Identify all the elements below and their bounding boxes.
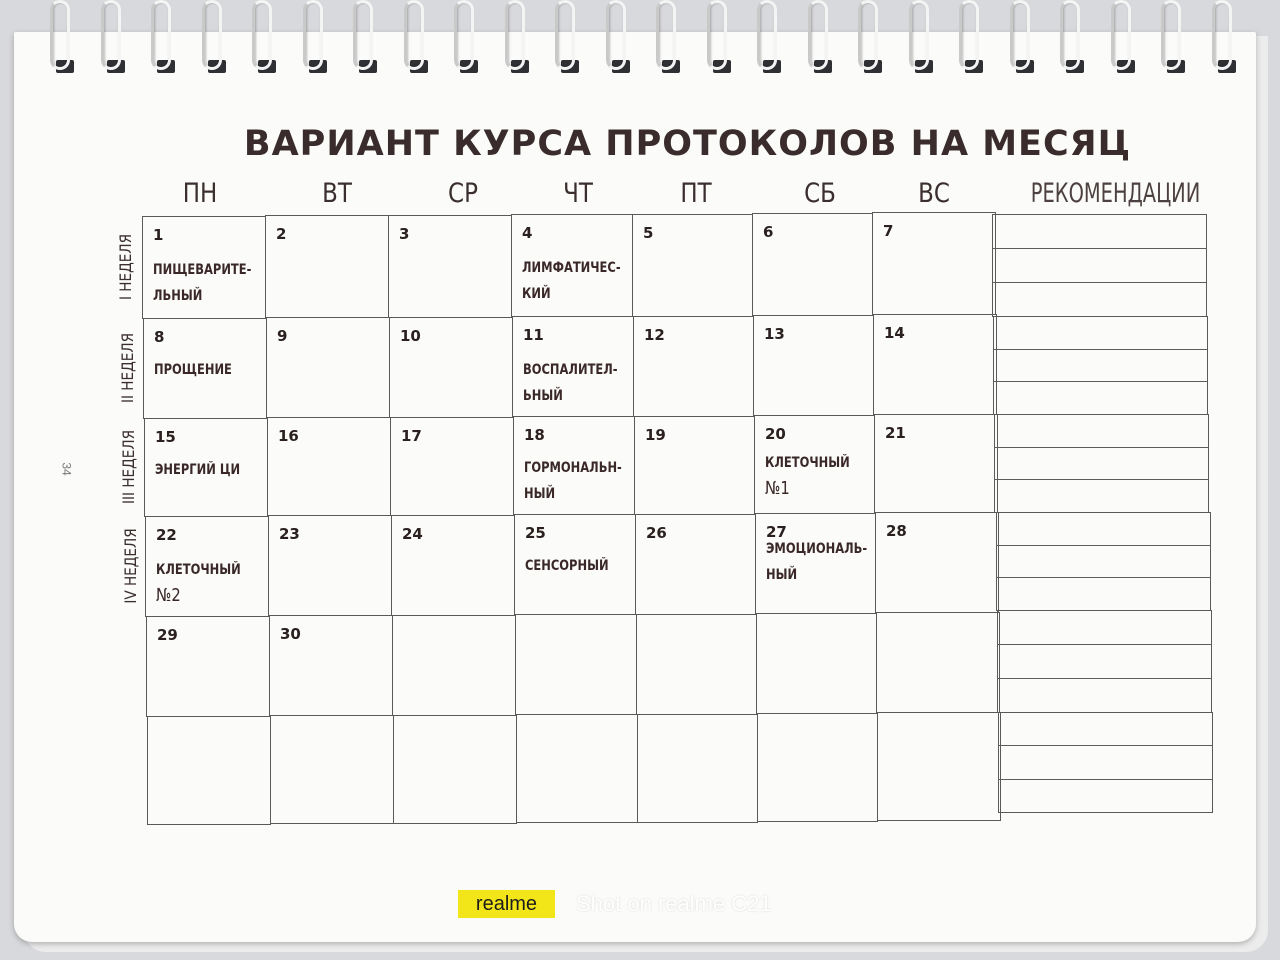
calendar-day-cell[interactable] [511, 214, 633, 317]
calendar-day-cell[interactable] [874, 414, 998, 513]
protocol-number: №2 [156, 585, 181, 606]
recommendation-line [993, 349, 1208, 350]
recommendation-line [997, 644, 1212, 645]
protocol-name: ГОРМОНАЛЬН- НЫЙ [524, 460, 622, 503]
calendar-day-cell[interactable] [636, 614, 757, 715]
protocol-label [155, 457, 241, 483]
day-number: 21 [885, 424, 906, 443]
calendar-day-cell[interactable] [877, 712, 1001, 821]
day-number: 27 [766, 523, 787, 541]
protocol-label [523, 357, 618, 409]
calendar-day-cell[interactable] [265, 215, 389, 318]
day-number: 19 [645, 425, 666, 444]
week-label: III НЕДЕЛЯ [119, 429, 138, 505]
day-number: 17 [401, 426, 422, 445]
day-number: 11 [523, 326, 544, 345]
protocol-name: ЛИМФАТИЧЕС- КИЙ [522, 260, 621, 303]
day-number: 28 [886, 522, 907, 541]
day-number: 1 [153, 226, 164, 244]
calendar-day-cell[interactable] [388, 215, 512, 318]
day-number: 29 [157, 626, 178, 644]
weekday-header: ВС [918, 178, 950, 209]
calendar-day-cell[interactable] [270, 715, 394, 824]
day-number: 6 [763, 223, 774, 241]
weekday-header: ВТ [322, 178, 352, 209]
recommendation-line [997, 678, 1212, 679]
weekday-header: СБ [804, 178, 836, 209]
calendar-day-cell[interactable] [757, 713, 878, 822]
week-label: I НЕДЕЛЯ [116, 233, 135, 301]
day-number: 18 [524, 426, 545, 445]
calendar-day-cell[interactable] [514, 514, 636, 615]
protocol-label [156, 557, 242, 610]
calendar-day-cell[interactable] [266, 317, 390, 418]
day-number: 4 [522, 224, 533, 243]
recommendation-line [994, 479, 1209, 480]
realme-logo: realme [458, 890, 555, 918]
page-title: ВАРИАНТ КУРСА ПРОТОКОЛОВ НА МЕСЯЦ [243, 124, 1132, 164]
calendar-day-cell[interactable] [142, 216, 266, 319]
protocol-label [153, 257, 252, 309]
recommendation-line [998, 779, 1213, 780]
calendar-day-cell[interactable] [393, 715, 517, 824]
weekday-header: ЧТ [563, 178, 593, 209]
recommendation-line [993, 381, 1208, 382]
calendar-day-cell[interactable] [635, 514, 756, 615]
day-number: 5 [643, 223, 654, 242]
calendar-day-cell[interactable] [753, 315, 874, 416]
protocol-name: КЛЕТОЧНЫЙ [156, 562, 241, 578]
calendar-day-cell[interactable] [515, 614, 637, 715]
day-number: 24 [402, 524, 423, 543]
calendar-day-cell[interactable] [872, 212, 996, 315]
calendar-day-cell[interactable] [634, 416, 755, 515]
calendar-day-cell[interactable] [755, 513, 876, 614]
calendar-day-cell[interactable] [146, 616, 270, 717]
day-number: 26 [646, 523, 667, 542]
calendar-day-cell[interactable] [637, 714, 758, 823]
calendar-day-cell[interactable] [144, 418, 268, 517]
calendar-day-cell[interactable] [876, 612, 1000, 713]
day-number: 14 [884, 324, 905, 343]
calendar-day-cell[interactable] [389, 317, 513, 418]
calendar-day-cell[interactable] [269, 615, 393, 716]
protocol-name: КЛЕТОЧНЫЙ [765, 455, 850, 471]
recommendation-line [998, 745, 1213, 746]
weekday-header: ПТ [680, 178, 712, 209]
protocol-name: ВОСПАЛИТЕЛ- ЬНЫЙ [523, 362, 618, 405]
day-number: 9 [277, 327, 288, 346]
day-number: 12 [644, 325, 665, 344]
recommendation-line [992, 248, 1207, 249]
calendar-day-cell[interactable] [875, 512, 999, 613]
day-number: 3 [399, 224, 410, 243]
day-number: 13 [764, 325, 785, 343]
protocol-name: ЭМОЦИОНАЛЬ- НЫЙ [766, 541, 868, 583]
calendar-day-cell[interactable] [392, 615, 516, 716]
calendar-day-cell[interactable] [873, 314, 997, 415]
recommendation-line [992, 282, 1207, 283]
protocol-name: ПРОЩЕНИЕ [154, 362, 232, 378]
protocol-label [765, 450, 851, 503]
recommendation-box[interactable] [992, 214, 1207, 317]
day-number: 22 [156, 526, 177, 544]
protocol-label [522, 255, 621, 307]
week-label: II НЕДЕЛЯ [117, 332, 137, 404]
day-number: 10 [400, 326, 421, 345]
calendar-day-cell[interactable] [632, 214, 753, 317]
protocol-name: СЕНСОРНЫЙ [525, 558, 609, 575]
recommendation-box[interactable] [994, 414, 1209, 513]
protocol-name: ПИЩЕВАРИТЕ- ЛЬНЫЙ [153, 262, 252, 304]
calendar-day-cell[interactable] [147, 716, 271, 825]
weekday-header: СР [448, 178, 478, 209]
protocol-label [524, 455, 622, 507]
day-number: 15 [155, 428, 176, 446]
recommendation-box[interactable] [997, 610, 1212, 713]
calendar-day-cell[interactable] [754, 415, 875, 514]
day-number: 23 [279, 525, 300, 544]
day-number: 16 [278, 427, 299, 446]
calendar-day-cell[interactable] [516, 714, 638, 823]
page-number: 34 [59, 462, 74, 476]
day-number: 30 [280, 625, 301, 644]
day-number: 8 [154, 328, 165, 346]
calendar-day-cell[interactable] [513, 416, 635, 515]
calendar-day-cell[interactable] [512, 316, 634, 417]
recommendation-box[interactable] [996, 512, 1211, 611]
calendar-day-cell[interactable] [391, 515, 515, 616]
recommendation-line [994, 447, 1209, 448]
day-number: 2 [276, 225, 287, 244]
day-number: 25 [525, 524, 546, 543]
recommendation-box[interactable] [998, 712, 1213, 813]
calendar-day-cell[interactable] [633, 316, 754, 417]
recommendations-header: РЕКОМЕНДАЦИИ [1030, 178, 1201, 209]
recommendation-box[interactable] [993, 316, 1208, 415]
week-label: IV НЕДЕЛЯ [120, 528, 140, 604]
calendar-day-cell[interactable] [756, 613, 877, 714]
protocol-number: №1 [765, 478, 790, 499]
protocol-label [154, 357, 240, 383]
recommendation-line [996, 545, 1211, 546]
protocol-label [766, 536, 868, 588]
calendar-day-cell[interactable] [143, 318, 267, 419]
calendar-day-cell[interactable] [145, 516, 269, 617]
protocol-name: ЭНЕРГИЙ ЦИ [155, 462, 241, 478]
calendar-day-cell[interactable] [752, 213, 873, 316]
day-number: 7 [883, 222, 894, 241]
calendar-day-cell[interactable] [267, 417, 391, 516]
recommendation-line [996, 577, 1211, 578]
weekday-header: ПН [182, 178, 218, 209]
protocol-label [525, 553, 611, 579]
calendar-day-cell[interactable] [268, 515, 392, 616]
calendar-day-cell[interactable] [390, 417, 514, 516]
camera-watermark: Shot on realme C21 [576, 891, 772, 916]
day-number: 20 [765, 425, 786, 443]
